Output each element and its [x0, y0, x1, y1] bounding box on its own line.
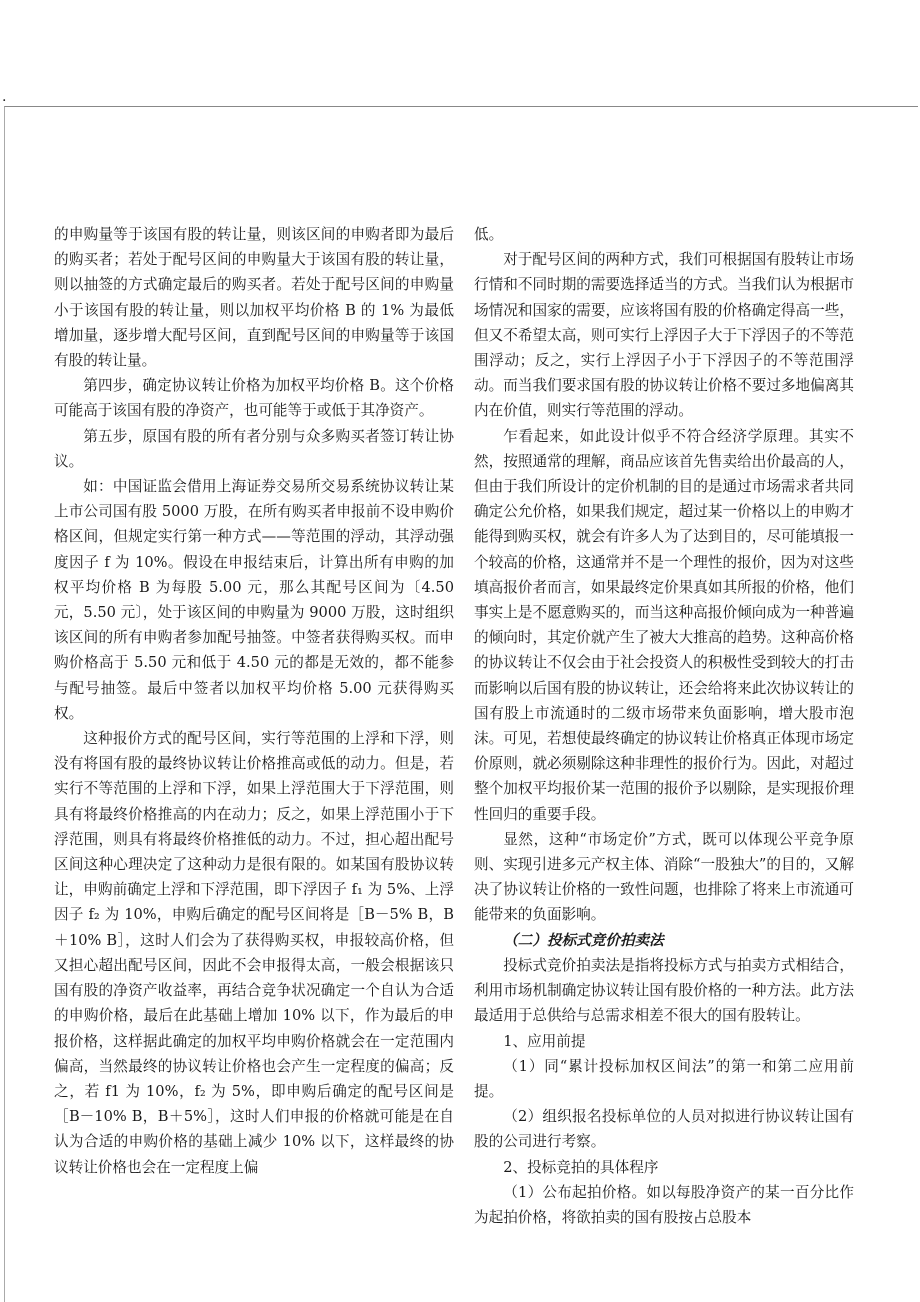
paragraph: 第五步，原国有股的所有者分别与众多购买者签订转让协议。: [54, 427, 454, 470]
paragraph: 第四步，确定协议转让价格为加权平均价格 B。这个价格可能高于该国有股的净资产，也可能等于或低于其净资产。: [54, 377, 454, 420]
left-column: [54, 222, 454, 1180]
subheading: 2、投标竞拍的具体程序: [503, 1158, 659, 1176]
paragraph: （2）组织报名投标单位的人员对拟进行协议转让国有股的公司进行考察。: [474, 1108, 854, 1151]
paragraph: 显然，这种“市场定价”方式，既可以体现公平竞争原则、实现引进多元产权主体、消除“一股独大”的目的，又解决了协议转让价格的一致性问题，也排除了将来上市流通可能带来的负面影响。: [474, 830, 854, 924]
paragraph: （1）同“累计投标加权区间法”的第一和第二应用前提。: [474, 1057, 854, 1100]
section-heading: （二）投标式竞价拍卖法: [503, 931, 664, 949]
subheading: 1、应用前提: [503, 1032, 586, 1050]
paragraph: 的申购量等于该国有股的转让量，则该区间的申购者即为最后的购买者；若处于配号区间的申购量大于该国有股的转让量，则以抽签的方式确定最后的购买者。若处于配号区间的申购量小于该国有股的转让量，则以加权平均价格 B 的 1% 为最低增加量，逐步增大配号区间，直到配号区间的申购量等于该国有股的转让量。: [54, 226, 454, 370]
right-column: [474, 222, 854, 1230]
paragraph: 这种报价方式的配号区间，实行等范围的上浮和下浮，则没有将国有股的最终协议转让价格推高或低的动力。但是，若实行不等范围的上浮和下浮，如果上浮范围大于下浮范围，则具有将最终价格推高的内在动力；反之，如果上浮范围小于下浮范围，则具有将最终价格推低的动力。不过，担心超出配号区间这种心理决定了这种动力是很有限的。如某国有股协议转让，申购前确定上浮和下浮范围，即下浮因子 f₁ 为 5%、上浮因子 f₂ 为 10%，申购后确定的配号区间将是［B－5% B，B＋10% B］，这时人们会为了获得购买权，申报较高价格，但又担心超出配号区间，因此不会申报得太高，一般会根据该只国有股的净资产收益率，再结合竞争状况确定一个自认为合适的申购价格，最后在此基础上增加 10% 以下，作为最后的申报价格，这样据此确定的加权平均申购价格就会在一定范围内偏高，当然最终的协议转让价格也会产生一定程度的偏高；反之，若 f1 为 10%，f₂ 为 5%，即申购后确定的配号区间是［B－10% B，B＋5%］，这时人们申报的价格就可能是在自认为合适的申购价格的基础上减少 10% 以下，这样最终的协议转让价格也会在一定程度上偏: [54, 730, 454, 1176]
paragraph: 乍看起来，如此设计似乎不符合经济学原理。其实不然，按照通常的理解，商品应该首先售卖给出价最高的人，但由于我们所设计的定价机制的目的是通过市场需求者共同确定公允价格，如果我们规定，超过某一价格以上的申购才能得到购买权，就会有许多人为了达到目的，尽可能填报一个较高的价格，这通常并不是一个理性的报价，因为对这些填高报价者而言，如果最终定价果真如其所报的价格，他们事实上是不愿意购买的，而当这种高报价倾向成为一种普遍的倾向时，其定价就产生了被大大推高的趋势。这种高价格的协议转让不仅会由于社会投资人的积极性受到较大的打击而影响以后国有股的协议转让，还会给将来此次协议转让的国有股上市流通时的二级市场带来负面影响，增大股市泡沫。可见，若想使最终确定的协议转让价格真正体现市场定价原则，就必须剔除这种非理性的报价行为。因此，对超过整个加权平均报价某一范围的报价予以剔除，是实现报价理性回归的重要手段。: [474, 427, 854, 823]
paragraph: 投标式竞价拍卖法是指将投标方式与拍卖方式相结合，利用市场机制确定协议转让国有股价格的一种方法。此方法最适用于总供给与总需求相差不很大的国有股转让。: [474, 956, 854, 1025]
paragraph: 低。: [474, 226, 504, 243]
paragraph: 对于配号区间的两种方式，我们可根据国有股转让市场行情和不同时期的需要选择适当的方式。当我们认为根据市场情况和国家的需要，应该将国有股的价格确定得高一些，但又不希望太高，则可实行上浮因子大于下浮因子的不等范围浮动；反之，实行上浮因子小于下浮因子的不等范围浮动。而当我们要求国有股的协议转让价格不要过多地偏离其内在价值，则实行等范围的浮动。: [474, 251, 854, 420]
page-marker: .: [2, 89, 7, 105]
paragraph: （1）公布起拍价格。如以每股净资产的某一百分比作为起拍价格，将欲拍卖的国有股按占总股本: [474, 1183, 854, 1226]
paragraph: 如：中国证监会借用上海证券交易所交易系统协议转让某上市公司国有股 5000 万股，在所有购买者申报前不设申购价格区间，但规定实行第一种方式——等范围的浮动，其浮动强度因子 f 为 10%。假设在申报结束后，计算出所有申购的加权平均价格 B 为每股 5.00 元，那么其配号区间为〔4.50 元，5.50 元〕，处于该区间的申购量为 9000 万股，这时组织该区间的所有申购者参加配号抽签。中签者获得购买权。而申购价格高于 5.50 元和低于 4.50 元的都是无效的，都不能参与配号抽签。最后中签者以加权平均价格 5.00 元获得购买权。: [54, 478, 454, 722]
